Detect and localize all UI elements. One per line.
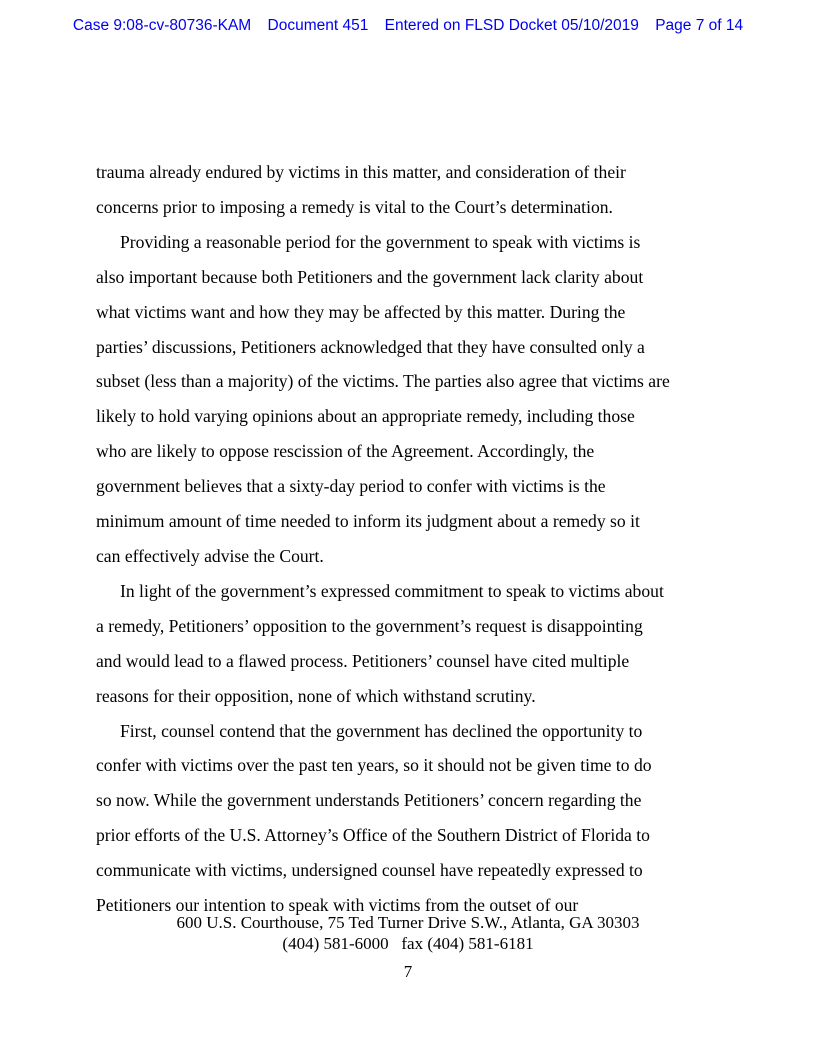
text-line: so now. While the government understands Petitioners’ concern regarding the — [96, 790, 642, 811]
page-count: Page 7 of 14 — [655, 17, 744, 34]
text-line: reasons for their opposition, none of which withstand scrutiny. — [96, 685, 536, 706]
footer-address: 600 U.S. Courthouse, 75 Ted Turner Drive S.W., Atlanta, GA 30303 — [176, 913, 640, 932]
text-line: can effectively advise the Court. — [96, 545, 324, 566]
text-line: Providing a reasonable period for the government to speak with victims is — [120, 231, 641, 252]
text-line: and would lead to a flawed process. Petitioners’ counsel have cited multiple — [96, 650, 630, 671]
document-body — [96, 155, 720, 923]
text-line: government believes that a sixty-day period to confer with victims is the — [96, 476, 606, 497]
text-line: a remedy, Petitioners’ opposition to the government’s request is disappointing — [96, 615, 643, 636]
text-line: parties’ discussions, Petitioners acknowledged that they have consulted only a — [96, 336, 645, 357]
text-line: prior efforts of the U.S. Attorney’s Office of the Southern District of Florida to — [96, 825, 650, 846]
page-footer — [0, 912, 816, 954]
text-line: In light of the government’s expressed commitment to speak to victims about — [120, 580, 664, 601]
docket-entry-date: Entered on FLSD Docket 05/10/2019 — [384, 17, 639, 34]
text-line: concerns prior to imposing a remedy is vital to the Court’s determination. — [96, 196, 613, 217]
text-line: minimum amount of time needed to inform its judgment about a remedy so it — [96, 511, 640, 532]
case-number: Case 9:08-cv-80736-KAM — [72, 17, 252, 34]
docket-header — [0, 17, 816, 35]
page-number: 7 — [403, 962, 413, 981]
text-line: Petitioners our intention to speak with victims from the outset of our — [96, 895, 579, 916]
text-line: likely to hold varying opinions about an appropriate remedy, including those — [96, 406, 635, 427]
footer-phone-fax: (404) 581-6000 fax (404) 581-6181 — [282, 934, 534, 953]
text-line: trauma already endured by victims in this matter, and consideration of their — [96, 162, 626, 182]
text-line: confer with victims over the past ten years, so it should not be given time to do — [96, 755, 652, 776]
text-line: also important because both Petitioners and the government lack clarity about — [96, 266, 644, 287]
text-line: communicate with victims, undersigned counsel have repeatedly expressed to — [96, 860, 643, 881]
text-line: subset (less than a majority) of the victims. The parties also agree that victims are — [96, 371, 670, 392]
text-line: First, counsel contend that the government has declined the opportunity to — [120, 720, 643, 741]
text-line: what victims want and how they may be affected by this matter. During the — [96, 301, 626, 322]
text-line: who are likely to oppose rescission of the Agreement. Accordingly, the — [96, 441, 595, 462]
document-number: Document 451 — [267, 17, 369, 34]
